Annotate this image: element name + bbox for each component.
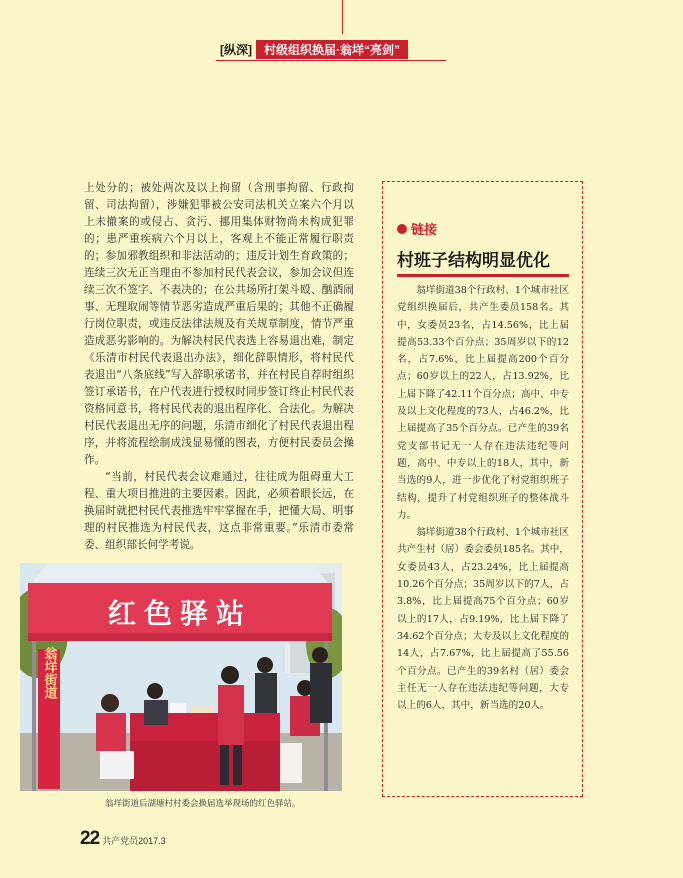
red-station-photo-illustration bbox=[20, 563, 342, 791]
sidebar-tag-label: 链接 bbox=[411, 222, 438, 237]
issue-number: 2017.3 bbox=[138, 836, 166, 846]
section-header bbox=[216, 40, 408, 58]
side-banner-text: 翁垟街道 bbox=[41, 647, 57, 699]
section-topic: 村级组织换届·翁垟“亮剑” bbox=[256, 40, 408, 59]
photo-caption: 翁垟街道后湖塘村村委会换届选举现场的红色驿站。 bbox=[105, 799, 301, 809]
article-paragraph: 上处分的；被处两次及以上拘留（含刑事拘留、行政拘留、司法拘留），涉嫌犯罪被公安司法机关立案六个月以上未撤案的或侵占、贪污、挪用集体财物尚未构成犯罪的；患严重疾病六个月以上，客观上不能正常履行职责的；参加邪教组织和非法活动的；违反计划生育政策的；连续三次无正当理由不参加村民代表会议，参加会议但连续三次不签字、不表决的；在公共场所打架斗殴、酗酒闹事、无理取闹等情节恶劣造成严重后果的；其他不正确履行岗位职责，或违反法律法规及有关规章制度，情节严重造成恶劣影响的。为解决村民代表选上容易退出难，制定《乐清市村民代表退出办法》，细化辞职情形，将村民代表退出“八条底线”写入辞职承诺书，并在村民自荐时组织签订承诺书，在户代表进行授权时同步签订终止村民代表资格同意书，将村民代表的退出程序化、合法化。为解决村民代表退出无序的问题，乐清市细化了村民代表退出程序，并将流程绘制成浅显易懂的图表，方便村民委员会操作。 bbox=[84, 182, 354, 466]
publication-name: 共产党员 bbox=[102, 837, 139, 847]
sidebar-tag bbox=[397, 219, 437, 238]
sidebar-paragraph: 翁垟街道38个行政村、1个城市社区党组织换届后，共产生委员158名。其中，女委员23名，占14.56%，比上届提高53.33个百分点；35周岁以下的12名，占7.6%，比上届提高200个百分点；60岁以上的22人，占13.92%，比上届下降了42.11个百分点；高中、中专及以上文化程度的73人，占46.2%，比上届提高了35个百分点。已产生的39名党支部书记无一人存在违法违纪等问题，高中、中专以上的18人，其中，新当选的9人，进一步优化了村党组织班子结构，提升了村党组织班子的整体战斗力。 bbox=[397, 285, 569, 521]
sidebar-body bbox=[397, 282, 569, 714]
bullet-dot-icon bbox=[397, 224, 407, 234]
article-body bbox=[84, 180, 354, 554]
section-tag: [纵深] bbox=[220, 42, 252, 57]
page-footer bbox=[80, 828, 166, 850]
top-divider-line bbox=[342, 0, 343, 34]
sidebar-title: 村班子结构明显优化 bbox=[397, 251, 550, 271]
header-underline bbox=[216, 60, 446, 61]
page-number: 22 bbox=[80, 828, 100, 849]
event-photo bbox=[20, 563, 342, 791]
article-paragraph: “当前，村民代表会议难通过，往往成为阻碍重大工程、重大项目推进的主要因素。因此，必须着眼长远，在换届时就把村民代表推选牢牢掌握在手，把懂大局、明事理的村民推选为村民代表，这点非常重要。”乐清市委常委、组织部长何学考说。 bbox=[84, 471, 354, 551]
sidebar-box bbox=[382, 181, 583, 797]
sidebar-title-rule bbox=[397, 274, 569, 277]
tent-banner-text: 红色驿站 bbox=[107, 597, 253, 630]
sidebar-paragraph: 翁垟街道38个行政村、1个城市社区共产生村（居）委会委员185名。其中，女委员43人，占23.24%，比上届提高10.26个百分点；35周岁以下的7人，占3.8%，比上届提高75个百分点；60岁以上的17人，占9.19%，比上届下降了34.62个百分点；大专及以上文化程度的14人，占7.67%，比上届提高了55.56个百分点。已产生的39名村（居）委会主任无一人存在违法违纪等问题，大专以上的6人，其中，新当选的20人。 bbox=[397, 527, 569, 712]
